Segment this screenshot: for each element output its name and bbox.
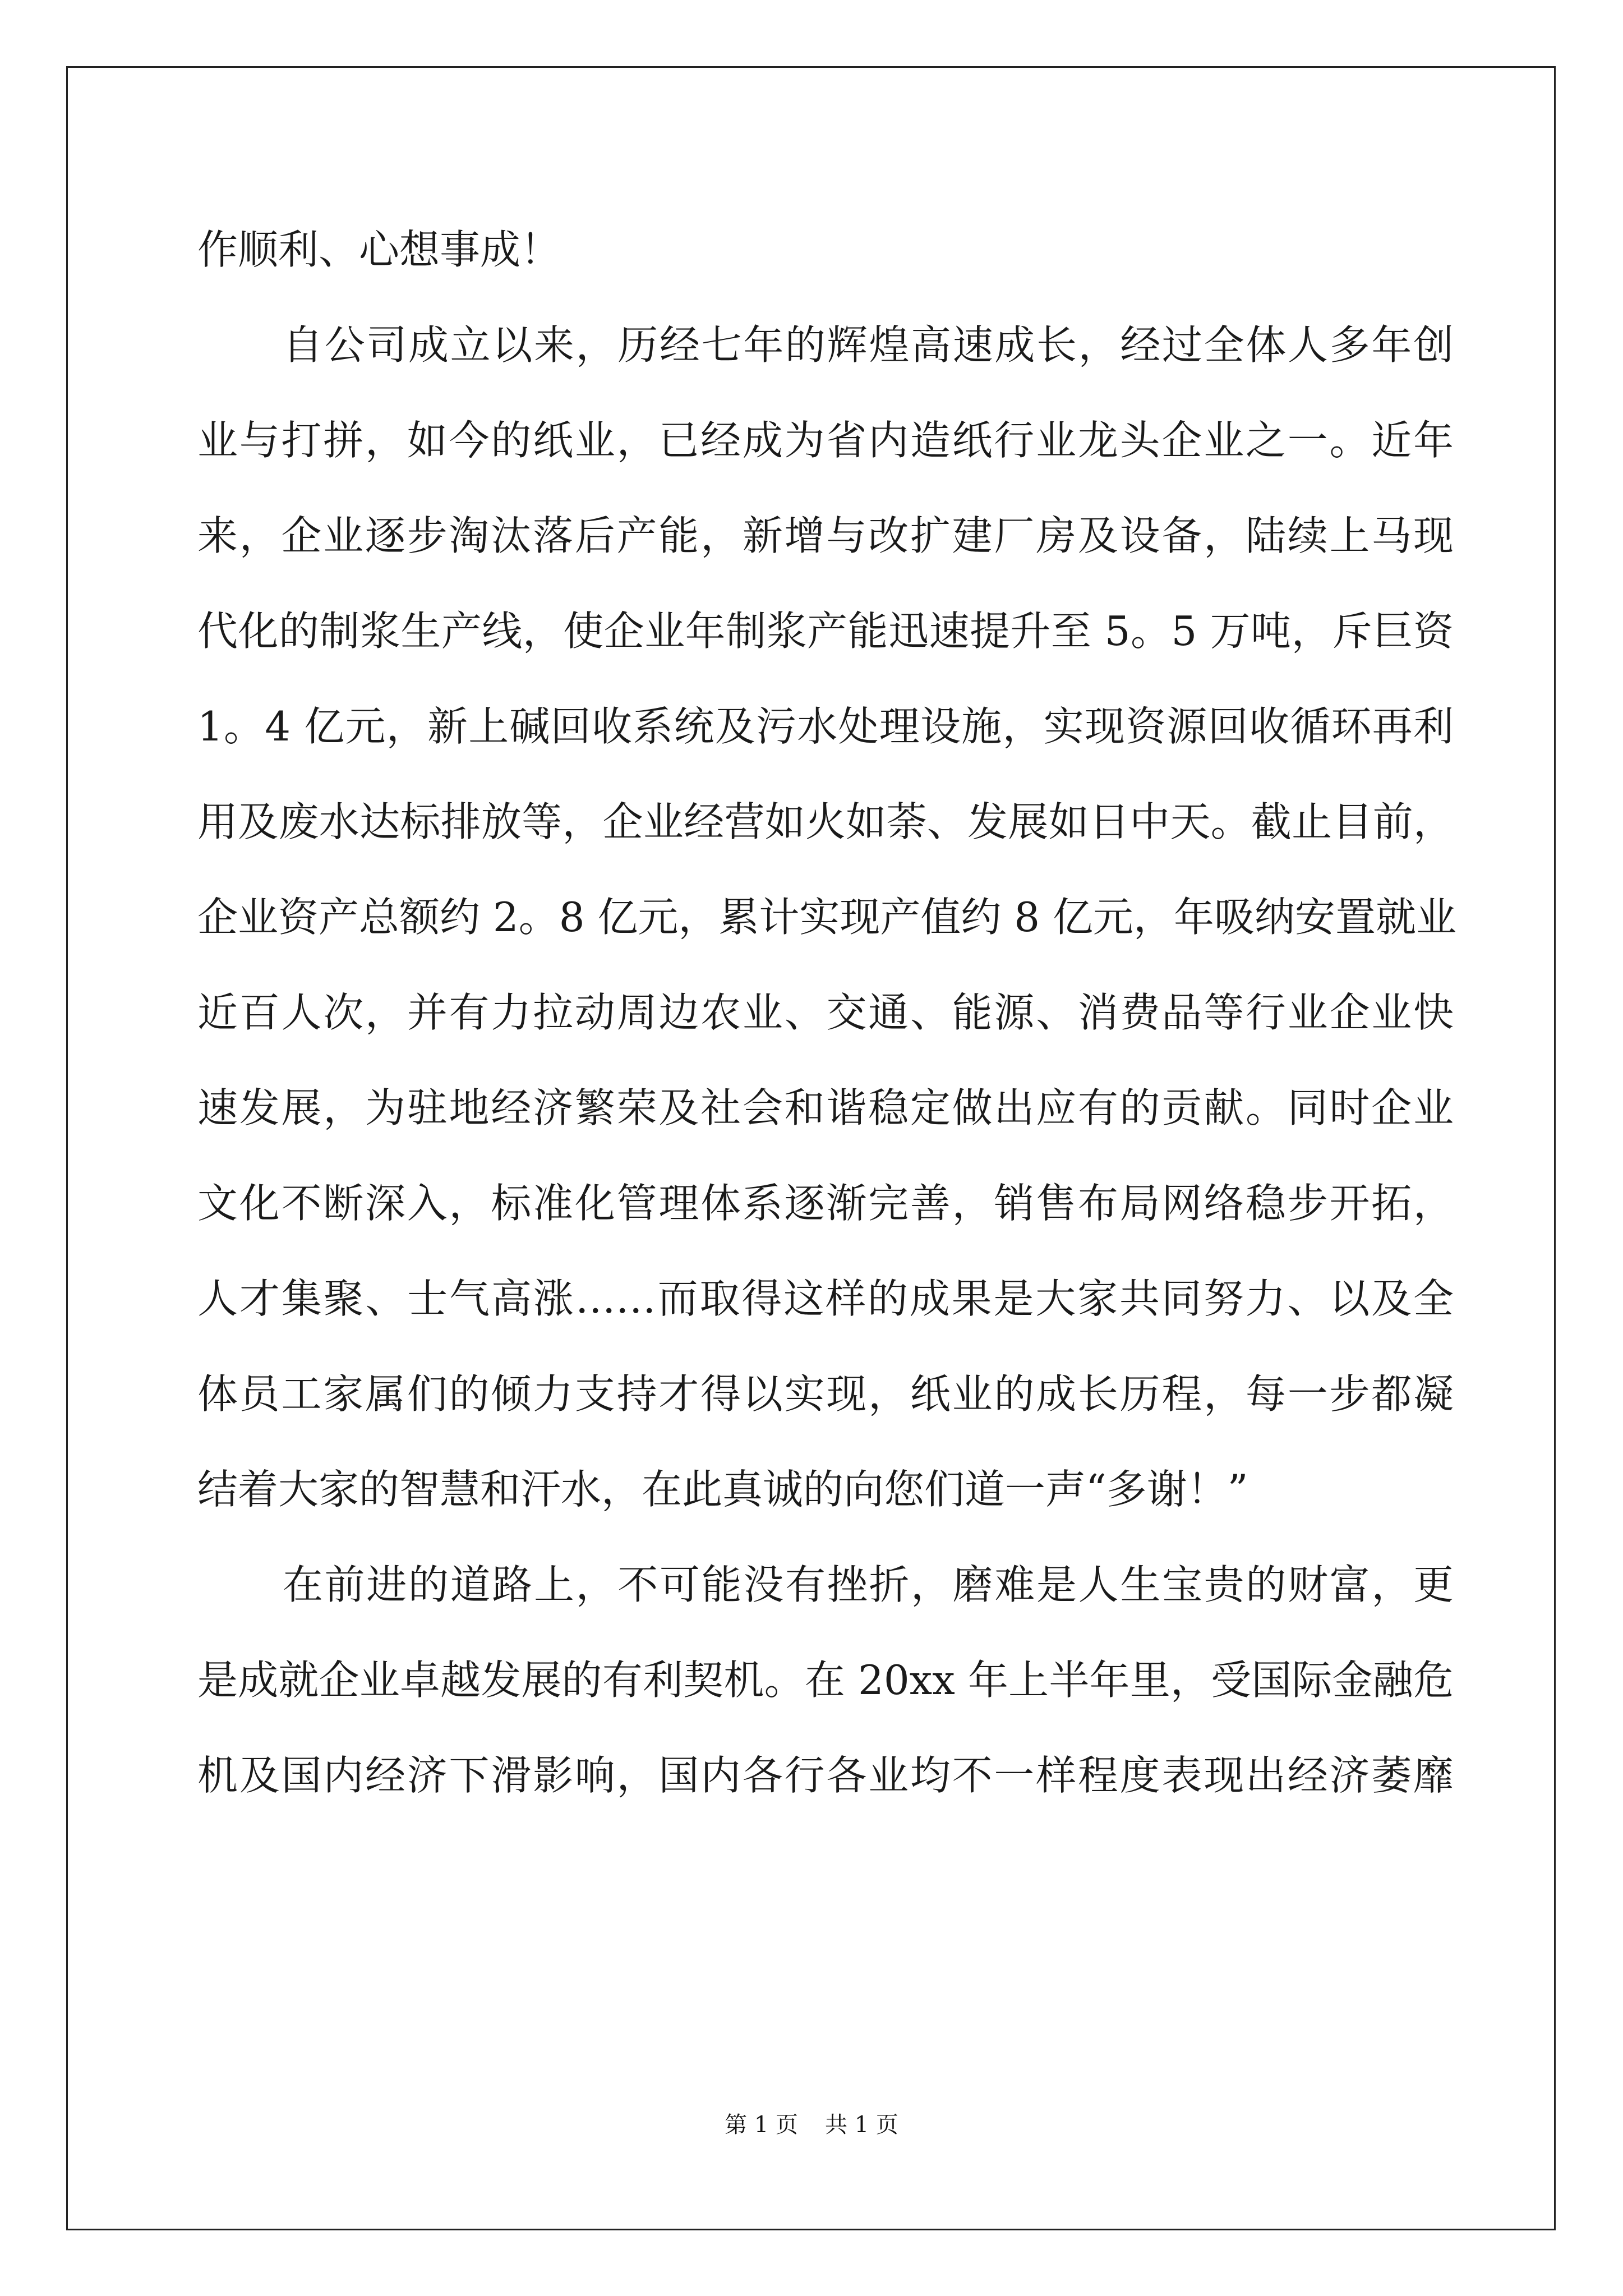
text-line: 1。4 亿元，新上碱回收系统及污水处理设施，实现资源回收循环再利: [197, 703, 1454, 750]
text-line: 代化的制浆生产线，使企业年制浆产能迅速提升至 5。5 万吨，斥巨资: [197, 608, 1454, 655]
text-line: 用及废水达标排放等，企业经营如火如荼、发展如日中天。截止目前，: [197, 798, 1454, 845]
text-line: 文化不断深入，标准化管理体系逐渐完善，销售布局网络稳步开拓，: [197, 1180, 1454, 1227]
text-line: 业与打拼，如今的纸业，已经成为省内造纸行业龙头企业之一。近年: [197, 417, 1454, 464]
paragraph-first-line: 自公司成立以来，历经七年的辉煌高速成长，经过全体人多年创: [283, 321, 1454, 369]
text-line: 近百人次，并有力拉动周边农业、交通、能源、消费品等行业企业快: [197, 989, 1454, 1036]
text-line: 企业资产总额约 2。8 亿元，累计实现产值约 8 亿元，年吸纳安置就业: [197, 894, 1456, 941]
page-number: 第 1 页: [725, 2112, 798, 2138]
page-footer: [0, 2108, 1623, 2142]
text-line: 体员工家属们的倾力支持才得以实现，纸业的成长历程，每一步都凝: [197, 1370, 1454, 1418]
text-line: 机及国内经济下滑影响，国内各行各业均不一样程度表现出经济萎靡: [197, 1752, 1454, 1799]
text-line: 人才集聚、士气高涨……而取得这样的成果是大家共同努力、以及全: [197, 1275, 1454, 1322]
document-body: [197, 202, 1454, 1823]
text-line: 作顺利、心想事成！: [197, 226, 561, 273]
text-line: 速发展，为驻地经济繁荣及社会和谐稳定做出应有的贡献。同时企业: [197, 1084, 1454, 1131]
text-line: 是成就企业卓越发展的有利契机。在 20xx 年上半年里，受国际金融危: [197, 1657, 1454, 1704]
text-line: 来，企业逐步淘汰落后产能，新增与改扩建厂房及设备，陆续上马现: [197, 512, 1454, 559]
paragraph-first-line: 在前进的道路上，不可能没有挫折，磨难是人生宝贵的财富，更: [283, 1561, 1454, 1608]
page-total: 共 1 页: [825, 2112, 898, 2138]
text-line: 结着大家的智慧和汗水，在此真诚的向您们道一声“多谢！”: [197, 1466, 1248, 1513]
